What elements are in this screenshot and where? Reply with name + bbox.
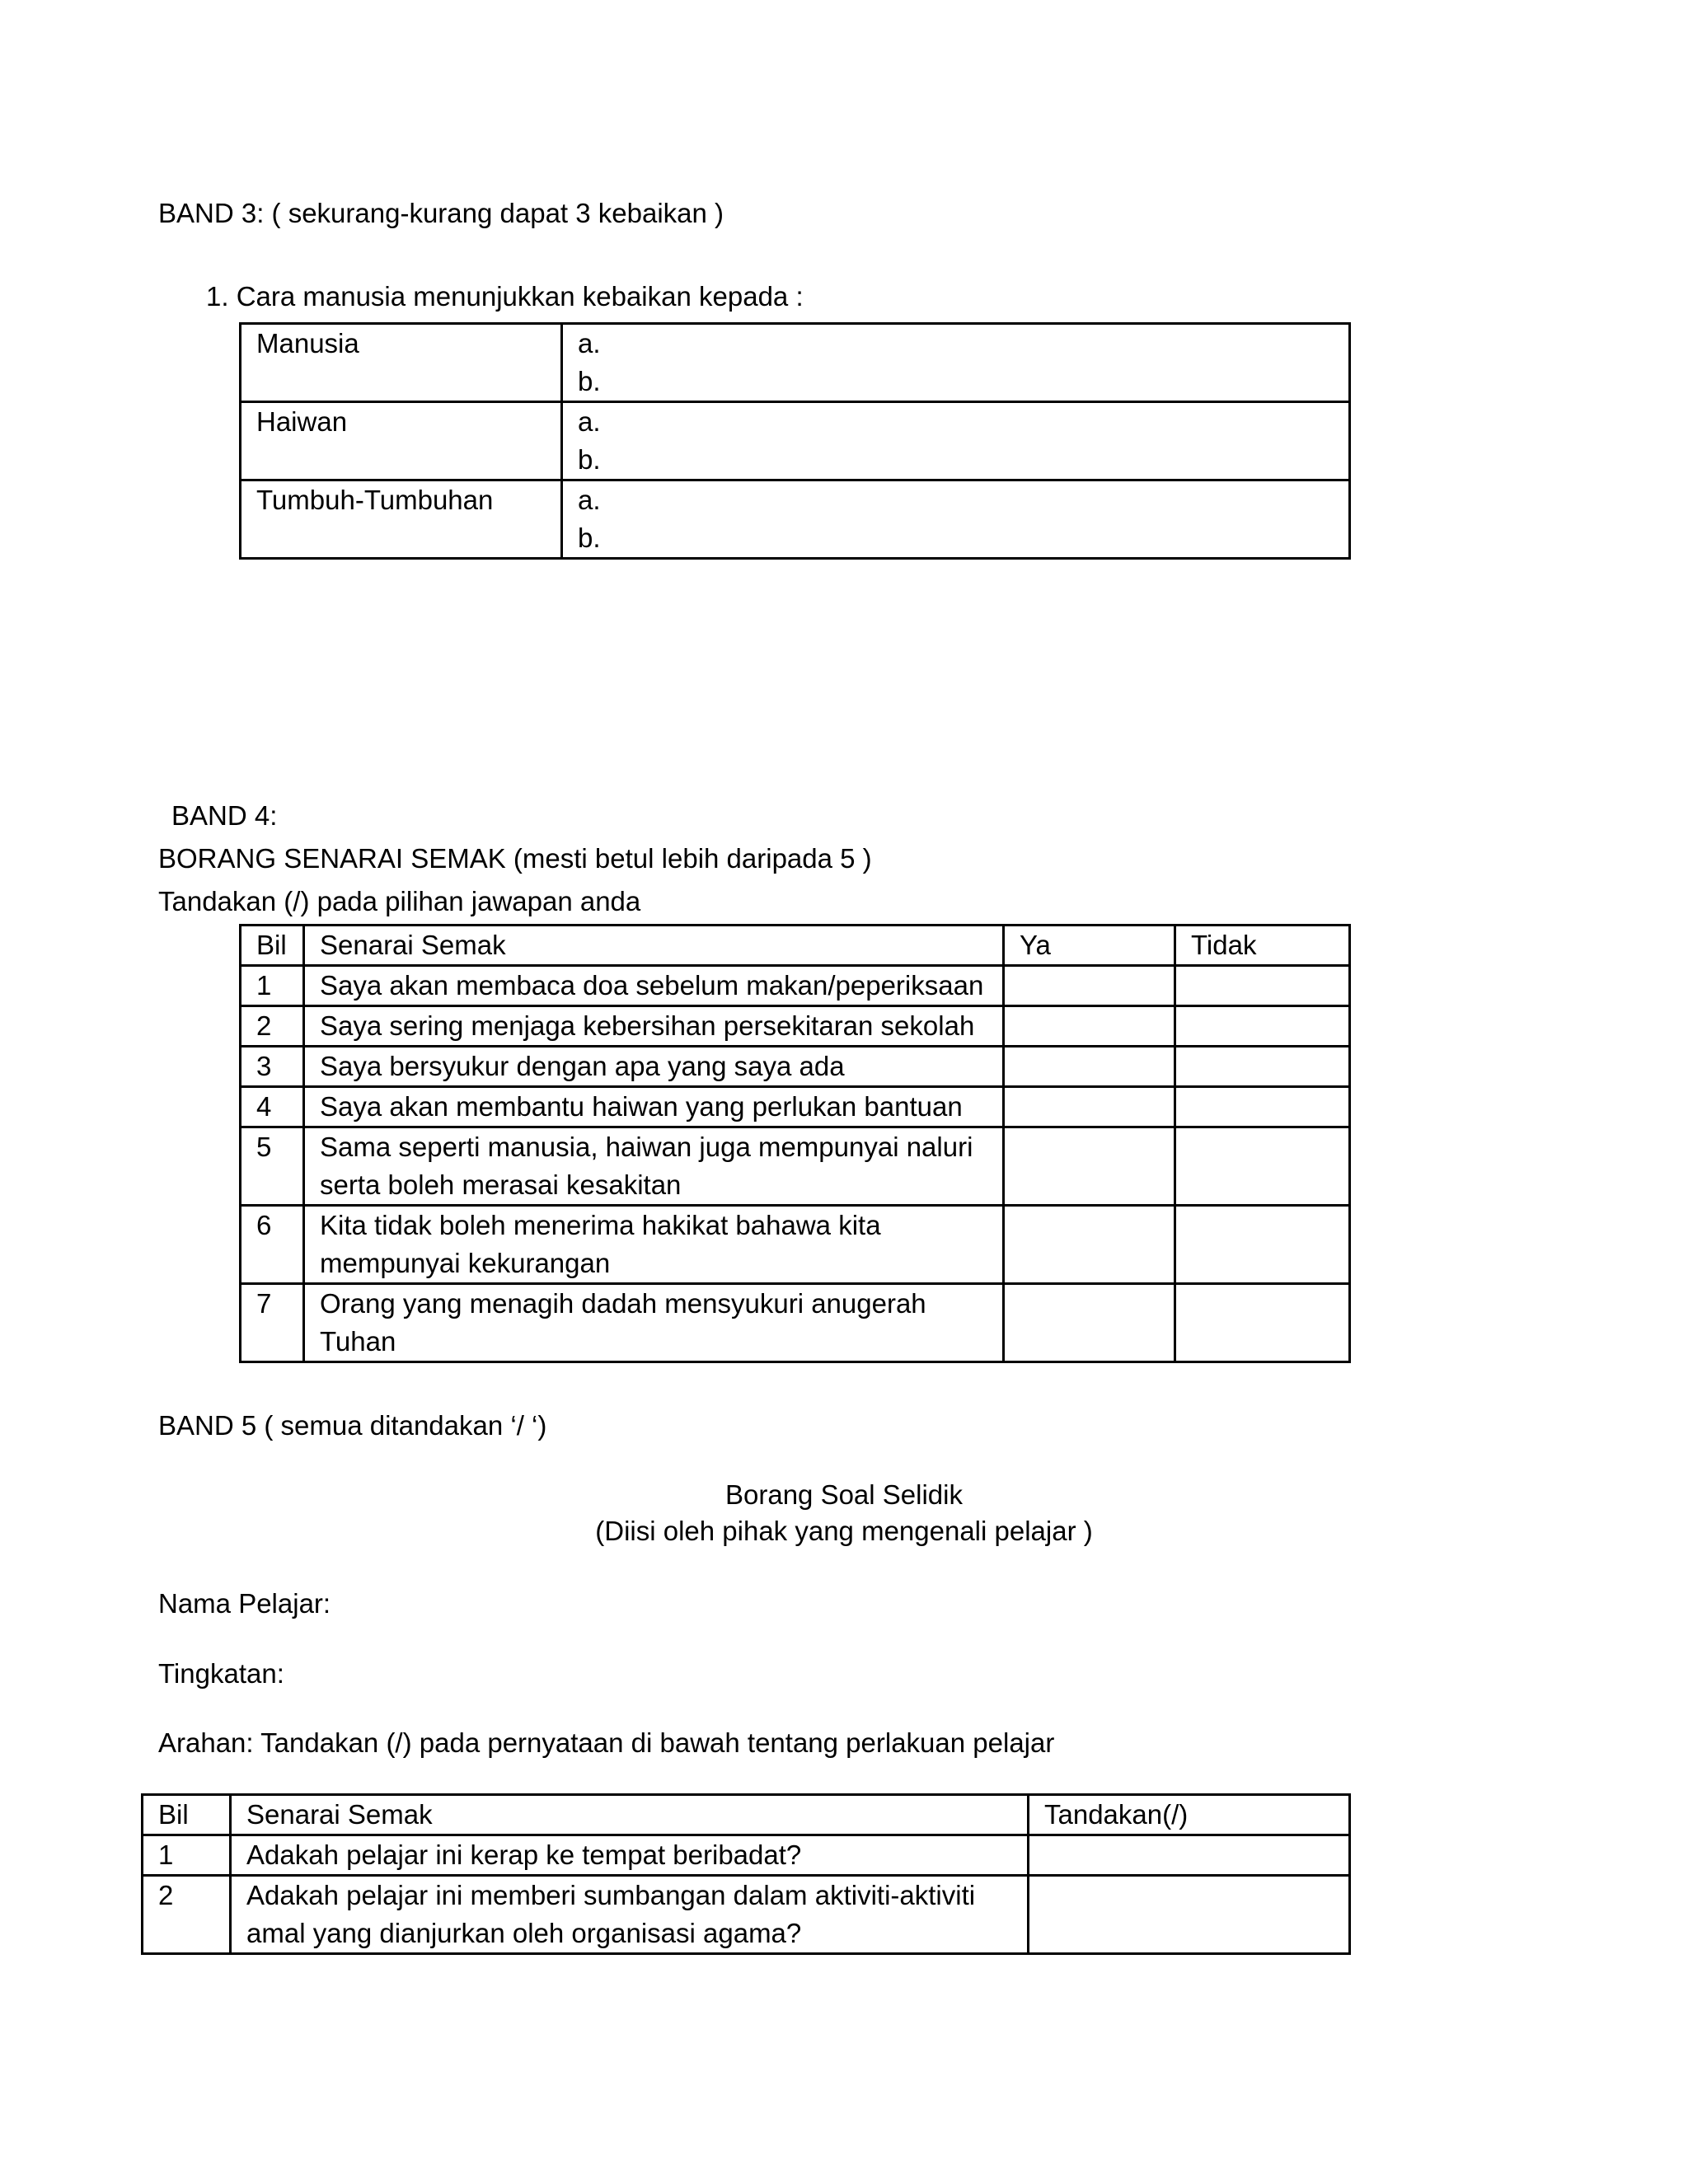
- tidak-checkbox-cell[interactable]: [1175, 1087, 1350, 1127]
- row-number: 4: [241, 1087, 304, 1127]
- col-header-item: Senarai Semak: [304, 926, 1004, 966]
- nama-pelajar-label: Nama Pelajar:: [158, 1588, 331, 1619]
- tidak-checkbox-cell[interactable]: [1175, 1284, 1350, 1362]
- table-row: [241, 1284, 1350, 1362]
- col-header-tidak: Tidak: [1175, 926, 1350, 966]
- row-number: 1: [241, 966, 304, 1006]
- table-row: [241, 402, 1350, 480]
- table-header-row: [241, 926, 1350, 966]
- table-row: [241, 966, 1350, 1006]
- row-statement: Adakah pelajar ini memberi sumbangan dalam aktiviti-aktiviti amal yang dianjurkan oleh organisasi agama?: [231, 1876, 1029, 1954]
- band4-heading: BAND 4:: [171, 800, 278, 831]
- ya-checkbox-cell[interactable]: [1004, 1206, 1175, 1284]
- tandakan-cell[interactable]: [1029, 1876, 1350, 1954]
- row-statement: Saya akan membantu haiwan yang perlukan bantuan: [304, 1087, 1004, 1127]
- table-row: [241, 1206, 1350, 1284]
- row-number: 2: [241, 1006, 304, 1047]
- band3-table: [239, 322, 1351, 560]
- row-statement: Orang yang menagih dadah mensyukuri anugerah Tuhan: [304, 1284, 1004, 1362]
- table-row: [143, 1835, 1350, 1876]
- row-statement: Kita tidak boleh menerima hakikat bahawa kita mempunyai kekurangan: [304, 1206, 1004, 1284]
- row-number: 3: [241, 1047, 304, 1087]
- band3-heading: BAND 3: ( sekurang-kurang dapat 3 kebaikan ): [158, 198, 724, 228]
- ya-checkbox-cell[interactable]: [1004, 1284, 1175, 1362]
- answer-b-label: b.: [578, 444, 601, 475]
- row-number: 5: [241, 1127, 304, 1206]
- ya-checkbox-cell[interactable]: [1004, 1047, 1175, 1087]
- arahan-text: Arahan: Tandakan (/) pada pernyataan di bawah tentang perlakuan pelajar: [158, 1727, 1055, 1758]
- band3-answer-cell[interactable]: [562, 324, 1350, 402]
- band4-instruction: Tandakan (/) pada pilihan jawapan anda: [158, 886, 641, 916]
- col-header-tandakan: Tandakan(/): [1029, 1795, 1350, 1835]
- ya-checkbox-cell[interactable]: [1004, 966, 1175, 1006]
- ya-checkbox-cell[interactable]: [1004, 1087, 1175, 1127]
- table-row: [241, 1127, 1350, 1206]
- tandakan-cell[interactable]: [1029, 1835, 1350, 1876]
- row-statement: Saya akan membaca doa sebelum makan/peperiksaan: [304, 966, 1004, 1006]
- answer-a-label: a.: [578, 328, 601, 359]
- tidak-checkbox-cell[interactable]: [1175, 1206, 1350, 1284]
- answer-a-label: a.: [578, 485, 601, 515]
- band3-answer-cell[interactable]: [562, 480, 1350, 559]
- row-statement: Sama seperti manusia, haiwan juga mempunyai naluri serta boleh merasai kesakitan: [304, 1127, 1004, 1206]
- ya-checkbox-cell[interactable]: [1004, 1127, 1175, 1206]
- table-row: [241, 480, 1350, 559]
- row-number: 7: [241, 1284, 304, 1362]
- col-header-ya: Ya: [1004, 926, 1175, 966]
- band3-row-label: Haiwan: [241, 402, 562, 480]
- row-statement: Saya bersyukur dengan apa yang saya ada: [304, 1047, 1004, 1087]
- band5-heading: BAND 5 ( semua ditandakan ‘/ ‘): [158, 1410, 547, 1441]
- table-row: [241, 324, 1350, 402]
- band4-subheading: BORANG SENARAI SEMAK (mesti betul lebih daripada 5 ): [158, 843, 872, 874]
- col-header-item: Senarai Semak: [231, 1795, 1029, 1835]
- col-header-bil: Bil: [143, 1795, 231, 1835]
- answer-a-label: a.: [578, 406, 601, 437]
- table-row: [241, 1047, 1350, 1087]
- band4-checklist-table: [239, 924, 1351, 1363]
- row-number: 6: [241, 1206, 304, 1284]
- col-header-bil: Bil: [241, 926, 304, 966]
- form-subtitle: (Diisi oleh pihak yang mengenali pelajar ): [595, 1516, 1093, 1546]
- table-header-row: [143, 1795, 1350, 1835]
- table-row: [143, 1876, 1350, 1954]
- form-title: Borang Soal Selidik: [724, 1479, 963, 1510]
- table-row: [241, 1087, 1350, 1127]
- ya-checkbox-cell[interactable]: [1004, 1006, 1175, 1047]
- tidak-checkbox-cell[interactable]: [1175, 1006, 1350, 1047]
- band3-row-label: Tumbuh-Tumbuhan: [241, 480, 562, 559]
- band3-answer-cell[interactable]: [562, 402, 1350, 480]
- table-row: [241, 1006, 1350, 1047]
- tidak-checkbox-cell[interactable]: [1175, 1127, 1350, 1206]
- tidak-checkbox-cell[interactable]: [1175, 1047, 1350, 1087]
- band3-row-label: Manusia: [241, 324, 562, 402]
- row-statement: Adakah pelajar ini kerap ke tempat beribadat?: [231, 1835, 1029, 1876]
- band3-question: 1. Cara manusia menunjukkan kebaikan kepada :: [206, 281, 804, 312]
- row-number: 2: [143, 1876, 231, 1954]
- answer-b-label: b.: [578, 366, 601, 396]
- answer-b-label: b.: [578, 523, 601, 553]
- tidak-checkbox-cell[interactable]: [1175, 966, 1350, 1006]
- tingkatan-label: Tingkatan:: [158, 1658, 284, 1689]
- row-number: 1: [143, 1835, 231, 1876]
- band5-questionnaire-table: [141, 1793, 1351, 1955]
- row-statement: Saya sering menjaga kebersihan persekitaran sekolah: [304, 1006, 1004, 1047]
